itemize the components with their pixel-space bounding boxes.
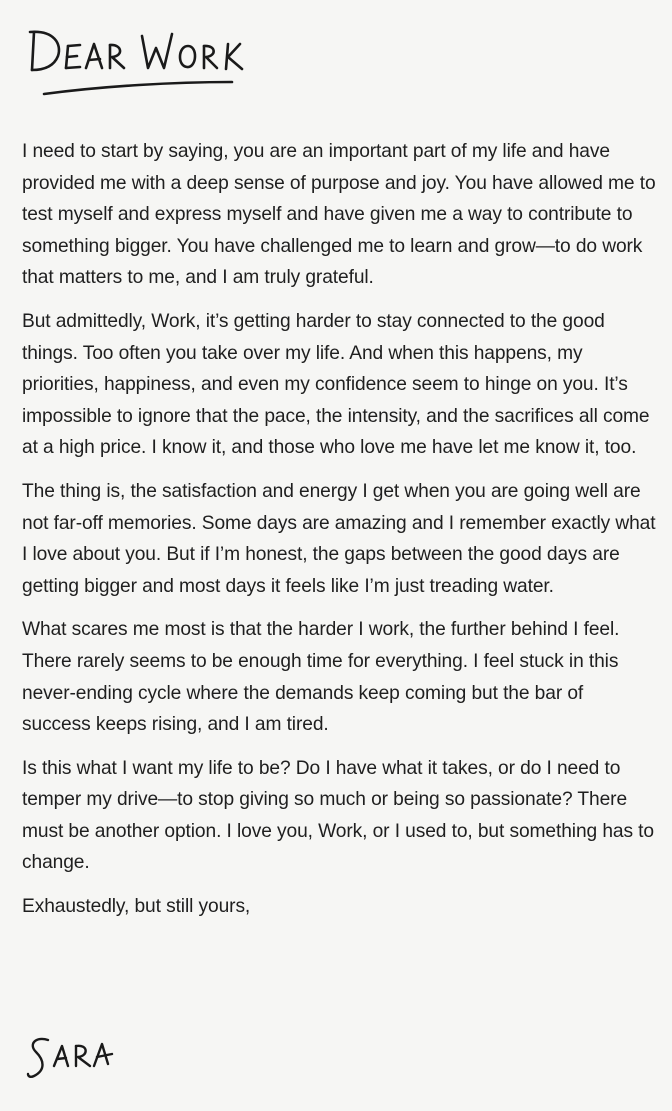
letter-body <box>22 136 656 935</box>
closing-line: Exhaustedly, but still yours, <box>22 896 251 918</box>
paragraph: What scares me most is that the harder I work, the further behind I feel. There rarely seems to be enough time for everything. I feel stuck in this never-ending cycle where the demands keep coming but the bar of success keeps rising, and I am tired. <box>22 619 620 736</box>
handwritten-heading <box>24 22 264 102</box>
paragraph: The thing is, the satisfaction and energy I get when you are going well are not far-off memories. Some days are amazing and I remember exactly what I love about you. But if I’m honest, the gaps between the good days are getting bigger and most days it feels like I’m just treading water. <box>22 480 656 597</box>
paragraph: Is this what I want my life to be? Do I have what it takes, or do I need to temper my drive—to stop giving so much or being so passionate? There must be another option. I love you, Work, or I used to, but something has to change. <box>22 757 654 874</box>
handwritten-signature <box>24 1030 144 1090</box>
paragraph: I need to start by saying, you are an important part of my life and have provided me with a deep sense of purpose and joy. You have allowed me to test myself and express myself and have given me a way to contribute to something bigger. You have challenged me to learn and grow—to do work that matters to me, and I am truly grateful. <box>22 141 656 289</box>
paragraph: But admittedly, Work, it’s getting harder to stay connected to the good things. Too often you take over my life. And when this happens, my priorities, happiness, and even my confidence seem to hinge on you. It’s impossible to ignore that the pace, the intensity, and the sacrifices all come at a high price. I know it, and those who love me have let me know it, too. <box>22 310 650 459</box>
